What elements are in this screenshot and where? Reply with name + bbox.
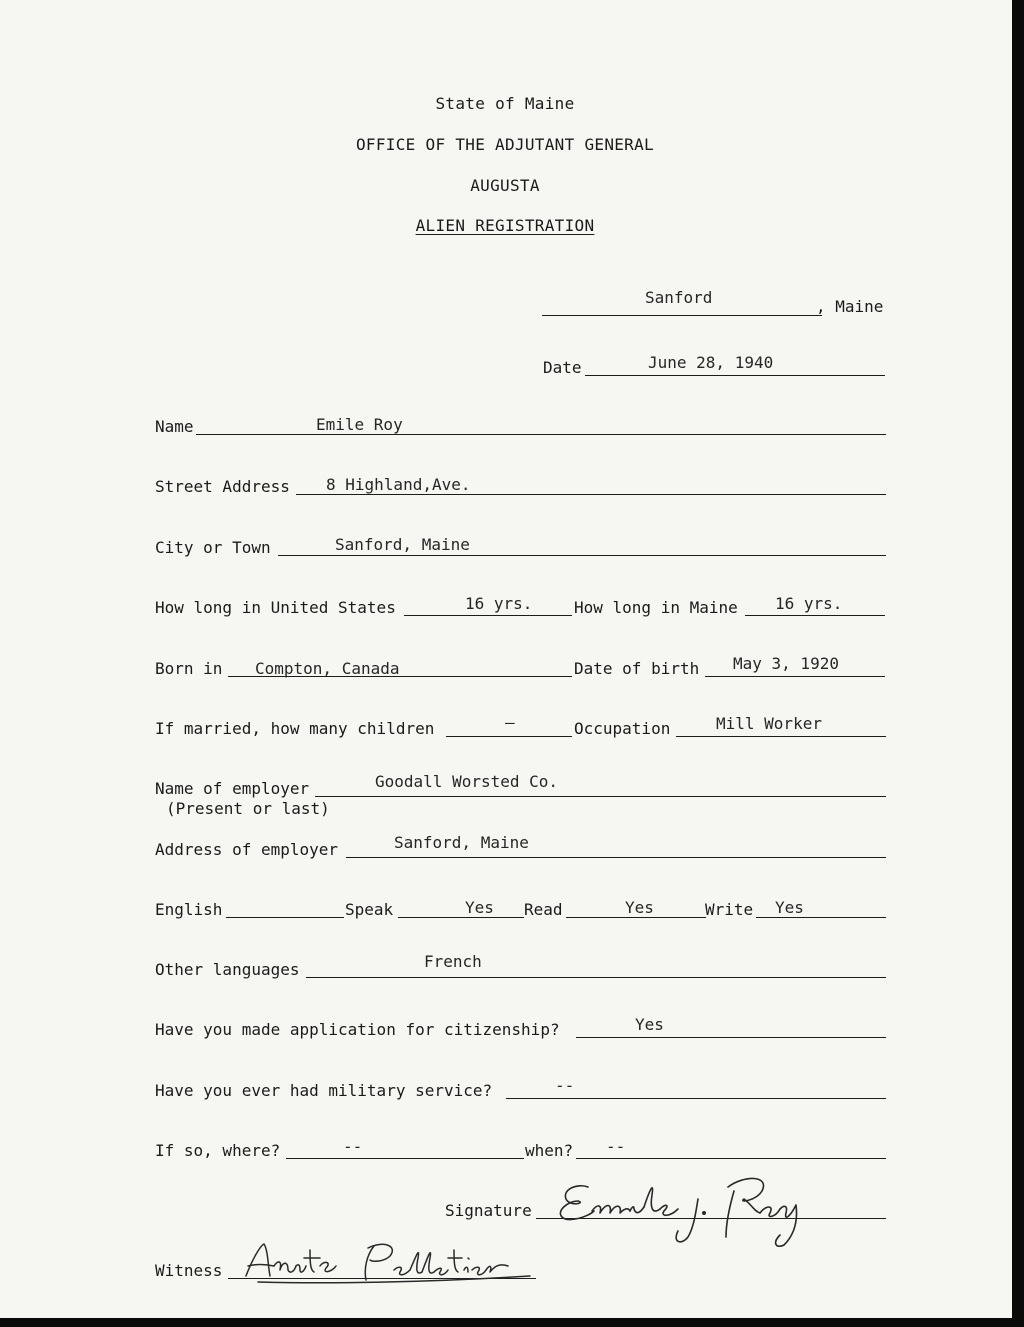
name-line bbox=[196, 434, 886, 435]
city-or-town-value: Sanford, Maine bbox=[335, 535, 470, 554]
date-of-birth-line bbox=[705, 676, 885, 677]
signature-label: Signature bbox=[445, 1201, 532, 1220]
header-city: AUGUSTA bbox=[470, 176, 540, 195]
employer-label: Name of employer bbox=[155, 779, 310, 798]
scan-corner-bottom bbox=[0, 1318, 1024, 1327]
date-of-birth-value: May 3, 1920 bbox=[733, 654, 839, 673]
name-label: Name bbox=[155, 417, 194, 436]
form-title-text: ALIEN REGISTRATION bbox=[415, 216, 595, 235]
witness-label: Witness bbox=[155, 1261, 223, 1280]
children-value: — bbox=[505, 713, 515, 732]
witness-handwriting bbox=[234, 1236, 534, 1286]
military-label: Have you ever had military service? bbox=[155, 1081, 493, 1100]
citizenship-value: Yes bbox=[635, 1015, 664, 1034]
how-long-us-line bbox=[404, 615, 572, 616]
street-address-label: Street Address bbox=[155, 477, 290, 496]
employer-sublabel: (Present or last) bbox=[166, 799, 330, 818]
city-or-town-label: City or Town bbox=[155, 538, 271, 557]
employer-address-label: Address of employer bbox=[155, 840, 339, 859]
city-or-town-line bbox=[278, 555, 886, 556]
where-label: If so, where? bbox=[155, 1141, 281, 1160]
scan-corner-top-right bbox=[1012, 0, 1024, 1327]
how-long-maine-line bbox=[745, 615, 885, 616]
children-label: If married, how many children bbox=[155, 719, 435, 738]
signature-handwriting bbox=[548, 1165, 808, 1247]
write-label: Write bbox=[705, 900, 754, 919]
read-value: Yes bbox=[625, 898, 654, 917]
occupation-label: Occupation bbox=[574, 719, 671, 738]
date-value: June 28, 1940 bbox=[648, 353, 774, 372]
street-address-value: 8 Highland,Ave. bbox=[326, 475, 471, 494]
date-label: Date bbox=[543, 358, 582, 377]
how-long-us-value: 16 yrs. bbox=[465, 594, 533, 613]
date-line bbox=[585, 375, 885, 376]
employer-line bbox=[315, 796, 886, 797]
when-value: -- bbox=[606, 1137, 626, 1156]
where-value: -- bbox=[343, 1137, 363, 1156]
occupation-line bbox=[676, 736, 886, 737]
write-line bbox=[756, 917, 886, 918]
speak-label: Speak bbox=[345, 900, 394, 919]
how-long-maine-label: How long in Maine bbox=[574, 598, 738, 617]
speak-line bbox=[398, 917, 524, 918]
citizenship-line bbox=[576, 1037, 886, 1038]
header-state: State of Maine bbox=[435, 94, 575, 113]
write-value: Yes bbox=[775, 898, 804, 917]
how-long-maine-value: 16 yrs. bbox=[775, 594, 843, 613]
military-line bbox=[506, 1098, 886, 1099]
english-label: English bbox=[155, 900, 223, 919]
employer-address-value: Sanford, Maine bbox=[394, 833, 529, 852]
place-town-line bbox=[542, 315, 822, 316]
military-value: -- bbox=[555, 1076, 575, 1095]
when-line bbox=[576, 1158, 886, 1159]
born-in-value: Compton, Canada bbox=[255, 659, 400, 678]
when-label: when? bbox=[525, 1141, 574, 1160]
street-address-line bbox=[296, 494, 886, 495]
other-languages-line bbox=[306, 977, 886, 978]
employer-address-line bbox=[346, 857, 886, 858]
read-label: Read bbox=[524, 900, 563, 919]
other-languages-value: French bbox=[424, 952, 482, 971]
employer-value: Goodall Worsted Co. bbox=[375, 772, 559, 791]
where-line bbox=[286, 1158, 524, 1159]
born-in-label: Born in bbox=[155, 659, 223, 678]
children-line bbox=[446, 736, 572, 737]
english-line bbox=[226, 917, 344, 918]
how-long-us-label: How long in United States bbox=[155, 598, 396, 617]
place-town-value: Sanford bbox=[645, 288, 713, 307]
header-office: OFFICE OF THE ADJUTANT GENERAL bbox=[356, 135, 654, 154]
occupation-value: Mill Worker bbox=[716, 714, 822, 733]
read-line bbox=[566, 917, 706, 918]
date-of-birth-label: Date of birth bbox=[574, 659, 700, 678]
citizenship-label: Have you made application for citizenship? bbox=[155, 1020, 560, 1039]
speak-value: Yes bbox=[465, 898, 494, 917]
name-value: Emile Roy bbox=[316, 415, 403, 434]
form-title bbox=[0, 216, 1010, 235]
place-state-suffix: , Maine bbox=[816, 297, 884, 316]
other-languages-label: Other languages bbox=[155, 960, 300, 979]
